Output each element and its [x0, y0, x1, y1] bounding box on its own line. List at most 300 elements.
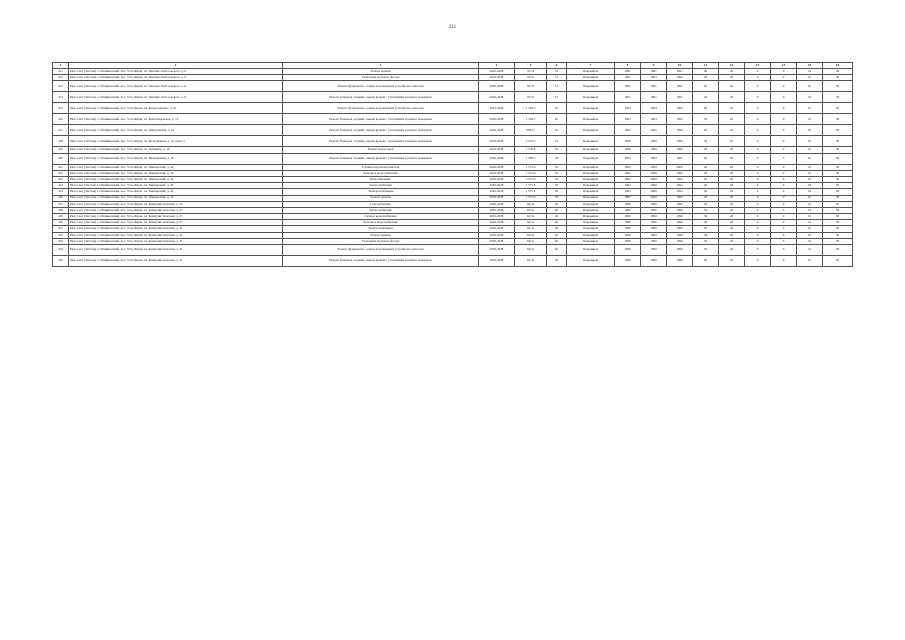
- table-cell: 51: [547, 81, 567, 92]
- table-cell: 1990: [615, 207, 641, 213]
- table-cell: 1994: [641, 75, 667, 81]
- table-cell: 20: [547, 125, 567, 136]
- table-cell: 51: [547, 92, 567, 103]
- table-cell: 58: [823, 207, 853, 213]
- work-type-cell: Ремонт балконов, лоджий, замена кровли с утеплением и ремонт козырьков: [283, 92, 479, 103]
- table-cell: 58: [823, 147, 853, 153]
- column-number-9: 9: [641, 63, 667, 69]
- table-cell: 10: [797, 125, 823, 136]
- table-cell: Покрывная: [567, 147, 615, 153]
- table-cell: 0: [745, 125, 771, 136]
- table-cell: 2026-2028: [479, 183, 515, 189]
- table-cell: 2026-2028: [479, 195, 515, 201]
- table-cell: 1996: [641, 147, 667, 153]
- table-cell: 428: [53, 207, 69, 213]
- table-cell: 40: [693, 92, 719, 103]
- table-cell: Покрывная: [567, 183, 615, 189]
- address-cell: Ряза Сант (Тютчев) г. Обливковский, пос. Усть-Фарш, пл. Пионерский, д. 45: [69, 183, 283, 189]
- table-cell: 1992: [615, 195, 641, 201]
- table-cell: 357,0: [515, 69, 547, 75]
- table-cell: 10: [719, 136, 745, 147]
- table-cell: 10: [797, 81, 823, 92]
- column-number-13: 13: [745, 63, 771, 69]
- work-type-cell: Утепление и ремонт фасада: [283, 238, 479, 244]
- table-row: [53, 81, 853, 92]
- table-cell: 412: [53, 75, 69, 81]
- work-type-cell: Холодное водоснабжение: [283, 170, 479, 176]
- table-cell: 2009: [667, 164, 693, 170]
- table-cell: 0: [771, 75, 797, 81]
- table-cell: 427: [53, 201, 69, 207]
- work-type-cell: Ремонт балконов, лоджий, замена кровли с утеплением и ремонт козырьков: [283, 153, 479, 164]
- table-cell: 20: [719, 201, 745, 207]
- table-cell: 419: [53, 147, 69, 153]
- table-cell: 1993: [667, 114, 693, 125]
- table-cell: 1992: [615, 164, 641, 170]
- table-cell: 10: [797, 189, 823, 195]
- table-cell: 46: [547, 201, 567, 207]
- table-cell: 1993: [641, 153, 667, 164]
- table-cell: 1990: [641, 256, 667, 267]
- table-cell: 1994: [641, 114, 667, 125]
- table-row: [53, 256, 853, 267]
- table-cell: Покрывная: [567, 195, 615, 201]
- table-cell: 30: [693, 245, 719, 256]
- table-cell: 0: [745, 69, 771, 75]
- table-cell: 621,9: [515, 220, 547, 226]
- table-cell: 58: [823, 136, 853, 147]
- table-row: [53, 125, 853, 136]
- table-cell: 621,9: [515, 245, 547, 256]
- table-cell: 0: [771, 195, 797, 201]
- work-type-cell: Ремонт крыши: [283, 69, 479, 75]
- table-cell: 426: [53, 195, 69, 201]
- table-cell: 40: [693, 81, 719, 92]
- table-cell: 20: [719, 214, 745, 220]
- table-cell: 0: [771, 214, 797, 220]
- table-cell: 10: [797, 207, 823, 213]
- table-cell: 2026-2028: [479, 153, 515, 164]
- table-cell: 10: [797, 69, 823, 75]
- column-number-1: 1: [53, 63, 69, 69]
- work-type-cell: Ремонт фундамента, замена и проведение устройства отмостки: [283, 103, 479, 114]
- register-table: [52, 62, 853, 267]
- table-cell: Покрывная: [567, 164, 615, 170]
- table-cell: 0: [745, 103, 771, 114]
- table-cell: 58: [823, 69, 853, 75]
- table-cell: 58: [823, 153, 853, 164]
- table-cell: Покрывная: [567, 125, 615, 136]
- table-cell: 20: [719, 153, 745, 164]
- work-type-cell: Утепление и ремонт фасада: [283, 75, 479, 81]
- table-cell: 1 575,6: [515, 176, 547, 182]
- table-cell: 1 575,6: [515, 189, 547, 195]
- table-cell: 425: [53, 189, 69, 195]
- table-cell: 40: [693, 183, 719, 189]
- table-cell: 0: [745, 75, 771, 81]
- table-cell: 0: [745, 183, 771, 189]
- table-cell: 413: [53, 81, 69, 92]
- table-cell: 2026-2028: [479, 170, 515, 176]
- register-sheet: [52, 62, 852, 267]
- table-cell: 2026-2028: [479, 125, 515, 136]
- table-cell: 58: [823, 245, 853, 256]
- table-cell: 417: [53, 125, 69, 136]
- table-cell: 2026-2028: [479, 220, 515, 226]
- table-cell: 1992: [667, 183, 693, 189]
- table-cell: 40: [693, 75, 719, 81]
- table-cell: 0: [745, 170, 771, 176]
- address-cell: Ряза Сант (Тютчев) г. Обливковский, пос. Усть-Фарш, пл. Чантике-Лобосовского, д. 6: [69, 69, 283, 75]
- table-cell: 1990: [667, 232, 693, 238]
- table-cell: 40: [693, 103, 719, 114]
- table-cell: 20: [547, 114, 567, 125]
- table-cell: 1990: [641, 136, 667, 147]
- column-number-15: 15: [797, 63, 823, 69]
- table-cell: Покрывная: [567, 136, 615, 147]
- address-cell: Ряза Сант (Тютчев) г. Обливковский, пос. Усть-Фарш, пл. Пионерский, д. 45: [69, 189, 283, 195]
- table-cell: 1990: [615, 136, 641, 147]
- table-cell: 30: [693, 214, 719, 220]
- table-cell: 1994: [667, 75, 693, 81]
- table-cell: 0: [771, 220, 797, 226]
- table-cell: 1990: [615, 232, 641, 238]
- table-cell: 59: [547, 195, 567, 201]
- table-cell: 416: [53, 114, 69, 125]
- table-cell: 0: [771, 238, 797, 244]
- table-cell: 58: [823, 195, 853, 201]
- table-cell: 58: [823, 214, 853, 220]
- table-cell: 0: [771, 226, 797, 232]
- table-cell: 1992: [615, 176, 641, 182]
- table-cell: 10: [797, 183, 823, 189]
- work-type-cell: Холодное водоснабжение: [283, 220, 479, 226]
- table-cell: 58: [823, 189, 853, 195]
- table-cell: Покрывная: [567, 176, 615, 182]
- table-cell: 0: [771, 207, 797, 213]
- table-cell: 1990: [667, 245, 693, 256]
- table-cell: 1995: [641, 125, 667, 136]
- table-cell: 0: [745, 226, 771, 232]
- column-number-4: 4: [479, 63, 515, 69]
- table-cell: 10: [797, 256, 823, 267]
- table-cell: 0: [745, 245, 771, 256]
- table-cell: 1991: [667, 153, 693, 164]
- table-cell: Покрывная: [567, 220, 615, 226]
- table-cell: 10: [797, 114, 823, 125]
- table-cell: 46: [547, 238, 567, 244]
- table-cell: 30: [693, 220, 719, 226]
- table-cell: 20: [719, 114, 745, 125]
- work-type-cell: Ремонт балконов, лоджий, замена кровли с утеплением и ремонт козырьков: [283, 136, 479, 147]
- table-cell: 0: [745, 136, 771, 147]
- table-cell: Покрывная: [567, 92, 615, 103]
- table-cell: 1990: [641, 238, 667, 244]
- address-cell: Ряза Сант (Тютчев) г. Обливковский, пос. Усть-Фарш, пл. Коммунистическая, д. 27: [69, 214, 283, 220]
- table-cell: 1990: [641, 207, 667, 213]
- column-number-12: 12: [719, 63, 745, 69]
- table-cell: 0: [771, 170, 797, 176]
- work-type-cell: Ремонт балконов, лоджий, замена кровли с утеплением и ремонт козырьков: [283, 125, 479, 136]
- work-type-cell: Газовые водоподогреватели: [283, 164, 479, 170]
- table-cell: 0: [771, 114, 797, 125]
- table-cell: 10: [797, 92, 823, 103]
- page-number: 211: [448, 25, 457, 30]
- address-cell: Ряза Сант (Тютчев) г. Обливковский, пос. Усть-Фарш, пл. Пионерский, д. 45: [69, 195, 283, 201]
- table-cell: 1 575,6: [515, 183, 547, 189]
- work-type-cell: Ремонт фундамента, замена и проведение устройства отмостки: [283, 245, 479, 256]
- table-cell: 430: [53, 220, 69, 226]
- table-cell: 1991: [615, 75, 641, 81]
- table-cell: 1991: [641, 81, 667, 92]
- table-cell: 2026-2028: [479, 92, 515, 103]
- table-cell: 30: [693, 207, 719, 213]
- table-cell: 411: [53, 69, 69, 75]
- table-cell: Покрывная: [567, 256, 615, 267]
- table-cell: 2026-2028: [479, 176, 515, 182]
- table-cell: 58: [823, 256, 853, 267]
- table-cell: Покрывная: [567, 214, 615, 220]
- table-cell: 1 575,6: [515, 164, 547, 170]
- work-type-cell: Ремонт крыши: [283, 232, 479, 238]
- table-cell: 40: [693, 195, 719, 201]
- table-cell: 429: [53, 214, 69, 220]
- table-cell: 59: [547, 189, 567, 195]
- table-cell: 621,9: [515, 207, 547, 213]
- address-cell: Ряза Сант (Тютчев) г. Обливковский, пос. Усть-Фарш, пл. Коммунистическая, д. 31: [69, 245, 283, 256]
- table-cell: 0: [771, 256, 797, 267]
- table-cell: 1993: [615, 153, 641, 164]
- table-cell: 2026-2028: [479, 207, 515, 213]
- table-cell: 1996: [667, 147, 693, 153]
- table-cell: 58: [823, 103, 853, 114]
- table-cell: 431: [53, 226, 69, 232]
- address-cell: Ряза Сант (Тютчев) г. Обливковский, пос. Усть-Фарш, пл. Молодёжная, д. 1б, корп. а: [69, 136, 283, 147]
- table-cell: 1992: [615, 125, 641, 136]
- table-cell: 1990: [615, 201, 641, 207]
- table-cell: 1996: [667, 136, 693, 147]
- work-type-cell: Электроснабжение: [283, 226, 479, 232]
- table-cell: 2026-2028: [479, 69, 515, 75]
- column-number-7: 7: [567, 63, 615, 69]
- table-cell: 2026-2028: [479, 164, 515, 170]
- table-cell: 0: [745, 176, 771, 182]
- table-cell: 20: [719, 232, 745, 238]
- table-cell: 20: [719, 183, 745, 189]
- table-cell: 10: [797, 226, 823, 232]
- table-cell: 422: [53, 170, 69, 176]
- work-type-cell: Электроснабжение: [283, 189, 479, 195]
- table-cell: 20: [719, 207, 745, 213]
- address-cell: Ряза Сант (Тютчев) г. Обливковский, пос. Усть-Фарш, пл. Пионерский, д. 45: [69, 176, 283, 182]
- column-number-6: 6: [547, 63, 567, 69]
- table-cell: 1990: [667, 226, 693, 232]
- address-cell: Ряза Сант (Тютчев) г. Обливковский, пос. Усть-Фарш, пл. Чантике-Лобосовского, д. 8: [69, 75, 283, 81]
- table-cell: Покрывная: [567, 153, 615, 164]
- work-type-cell: Теплоснабжение: [283, 183, 479, 189]
- table-cell: 0: [745, 164, 771, 170]
- table-cell: 1992: [667, 103, 693, 114]
- table-cell: 20: [719, 189, 745, 195]
- table-cell: 357,6: [515, 92, 547, 103]
- table-cell: 20: [719, 81, 745, 92]
- address-cell: Ряза Сант (Тютчев) г. Обливковский, пос. Усть-Фарш, пл. Бригадировская, д. 10: [69, 114, 283, 125]
- table-cell: 41: [547, 136, 567, 147]
- table-cell: Покрывная: [567, 69, 615, 75]
- table-cell: 58: [823, 92, 853, 103]
- table-cell: 1 528,0: [515, 103, 547, 114]
- table-cell: 2009: [641, 164, 667, 170]
- table-cell: 0: [771, 125, 797, 136]
- table-cell: 20: [719, 226, 745, 232]
- table-cell: 59: [547, 147, 567, 153]
- table-cell: 1991: [641, 92, 667, 103]
- table-cell: Покрывная: [567, 238, 615, 244]
- table-cell: 432: [53, 232, 69, 238]
- table-cell: 0: [771, 189, 797, 195]
- address-cell: Ряза Сант (Тютчев) г. Обливковский, пос. Усть-Фарш, пл. Коммунистическая, д. 31: [69, 232, 283, 238]
- table-cell: 0: [745, 92, 771, 103]
- table-cell: 46: [547, 245, 567, 256]
- table-cell: 2009: [641, 176, 667, 182]
- table-cell: 2025-2026: [479, 103, 515, 114]
- column-number-8: 8: [615, 63, 641, 69]
- table-row: [53, 136, 853, 147]
- table-cell: 58: [823, 183, 853, 189]
- table-cell: 1990: [667, 220, 693, 226]
- table-cell: 1992: [667, 170, 693, 176]
- address-cell: Ряза Сант (Тютчев) г. Обливковский, пос. Усть-Фарш, пл. Чантике-Лобосовского, д. 8: [69, 92, 283, 103]
- table-cell: 40: [693, 164, 719, 170]
- table-cell: 30: [693, 226, 719, 232]
- table-cell: 20: [719, 125, 745, 136]
- table-cell: 20: [719, 69, 745, 75]
- table-cell: 10: [797, 238, 823, 244]
- table-cell: 10: [797, 232, 823, 238]
- table-cell: 20: [719, 75, 745, 81]
- table-cell: 0: [771, 232, 797, 238]
- table-cell: 1990: [615, 238, 641, 244]
- table-cell: 1992: [667, 195, 693, 201]
- column-number-16: 16: [823, 63, 853, 69]
- table-cell: 2026-2028: [479, 136, 515, 147]
- table-cell: 20: [547, 103, 567, 114]
- table-cell: 10: [797, 153, 823, 164]
- table-cell: 1996: [615, 147, 641, 153]
- table-cell: 20: [719, 245, 745, 256]
- table-cell: 1990: [615, 226, 641, 232]
- table-cell: Покрывная: [567, 114, 615, 125]
- address-cell: Ряза Сант (Тютчев) г. Обливковский, пос. Усть-Фарш, пл. Пушкина, д. 16: [69, 147, 283, 153]
- table-cell: 621,9: [515, 214, 547, 220]
- table-cell: 2026-2028: [479, 226, 515, 232]
- table-cell: 621,9: [515, 201, 547, 207]
- table-cell: 59: [547, 153, 567, 164]
- table-cell: 10: [797, 103, 823, 114]
- table-cell: 1990: [667, 238, 693, 244]
- table-cell: Покрывная: [567, 189, 615, 195]
- table-cell: Покрывная: [567, 226, 615, 232]
- table-cell: 1992: [615, 189, 641, 195]
- table-cell: 1990: [667, 207, 693, 213]
- table-cell: 10: [797, 201, 823, 207]
- table-cell: 1 528,1: [515, 114, 547, 125]
- address-cell: Ряза Сант (Тютчев) г. Обливковский, пос. Усть-Фарш, пл. Коммунистическая, д. 31: [69, 256, 283, 267]
- table-cell: 418: [53, 136, 69, 147]
- table-cell: 621,9: [515, 256, 547, 267]
- table-cell: 20: [719, 92, 745, 103]
- table-cell: Покрывная: [567, 170, 615, 176]
- table-cell: Покрывная: [567, 245, 615, 256]
- table-cell: 0: [745, 147, 771, 153]
- address-cell: Ряза Сант (Тютчев) г. Обливковский, пос. Усть-Фарш, пл. Центральная, д. 10: [69, 125, 283, 136]
- table-cell: 59: [547, 176, 567, 182]
- table-cell: 2026-2028: [479, 232, 515, 238]
- table-cell: 1992: [667, 176, 693, 182]
- table-cell: 10: [797, 176, 823, 182]
- table-cell: 414: [53, 92, 69, 103]
- table-cell: 1 516,3: [515, 136, 547, 147]
- table-cell: 1990: [615, 256, 641, 267]
- table-cell: 0: [771, 201, 797, 207]
- table-cell: 10: [797, 147, 823, 153]
- address-cell: Ряза Сант (Тютчев) г. Обливковский, пос. Усть-Фарш, пл. Коммунистическая, д. 31: [69, 226, 283, 232]
- table-cell: 1990: [615, 214, 641, 220]
- table-cell: 2009: [641, 195, 667, 201]
- table-cell: 10: [797, 164, 823, 170]
- table-cell: 1990: [641, 220, 667, 226]
- table-cell: 0: [771, 147, 797, 153]
- table-cell: 0: [771, 245, 797, 256]
- table-cell: 20: [719, 147, 745, 153]
- table-cell: 0: [745, 189, 771, 195]
- column-number-2: 2: [69, 63, 283, 69]
- table-cell: 10: [797, 136, 823, 147]
- table-cell: 0: [771, 153, 797, 164]
- table-body: [53, 69, 853, 267]
- table-cell: 20: [719, 176, 745, 182]
- table-cell: 10: [797, 214, 823, 220]
- table-cell: 1992: [667, 189, 693, 195]
- column-number-11: 11: [693, 63, 719, 69]
- table-cell: 30: [693, 136, 719, 147]
- table-cell: 0: [771, 176, 797, 182]
- table-cell: 1991: [641, 69, 667, 75]
- table-cell: Покрывная: [567, 75, 615, 81]
- table-cell: 1991: [615, 92, 641, 103]
- table-cell: 1991: [615, 81, 641, 92]
- table-cell: 58: [823, 176, 853, 182]
- table-cell: 40: [693, 189, 719, 195]
- table-cell: 1990: [667, 256, 693, 267]
- table-row: [53, 114, 853, 125]
- address-cell: Ряза Сант (Тютчев) г. Обливковский, пос. Усть-Фарш, пл. Пионерский, д. 42: [69, 164, 283, 170]
- table-cell: 58: [823, 220, 853, 226]
- table-cell: 0: [771, 136, 797, 147]
- table-cell: 58: [823, 170, 853, 176]
- table-cell: 621,9: [515, 238, 547, 244]
- table-cell: 59: [547, 164, 567, 170]
- address-cell: Ряза Сант (Тютчев) г. Обливковский, пос. Усть-Фарш, пл. Коммунистическая, д. 31: [69, 238, 283, 244]
- table-cell: 30: [693, 114, 719, 125]
- table-cell: 46: [547, 214, 567, 220]
- table-cell: 0: [745, 153, 771, 164]
- table-cell: 40: [693, 69, 719, 75]
- table-cell: 1990: [615, 245, 641, 256]
- table-cell: 20: [719, 195, 745, 201]
- table-cell: 0: [771, 69, 797, 75]
- table-cell: 0: [745, 195, 771, 201]
